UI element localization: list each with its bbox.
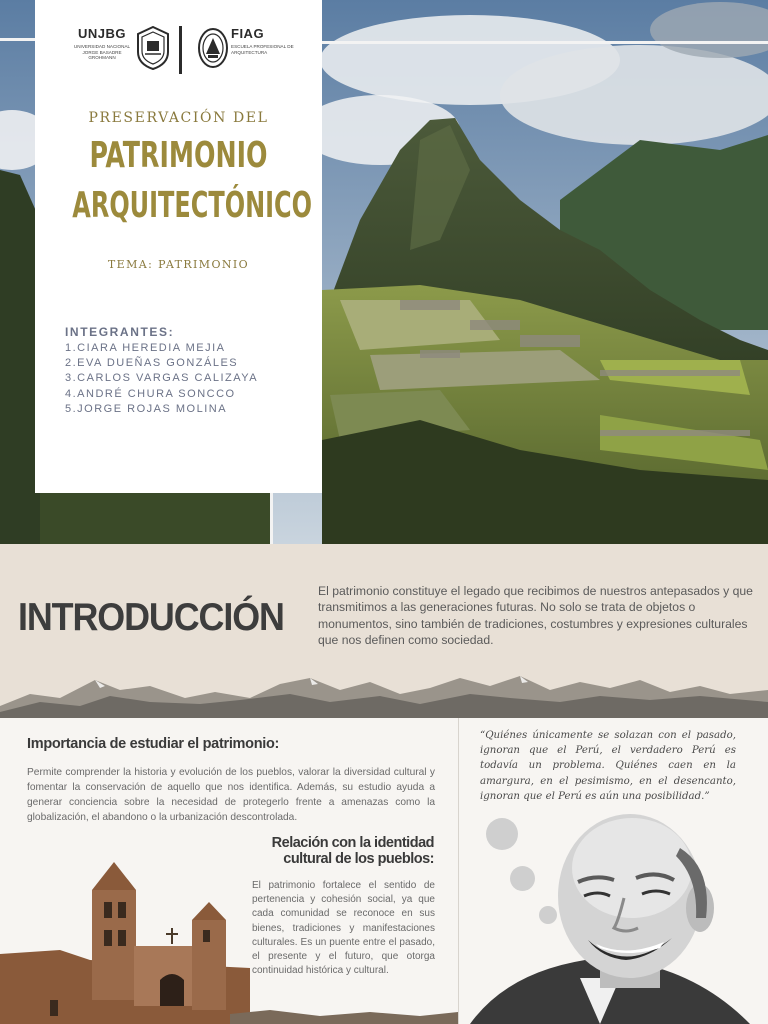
list-item: 5.JORGE ROJAS MOLINA [65, 402, 228, 415]
importancia-heading: Importancia de estudiar el patrimonio: [27, 736, 280, 752]
intro-heading: INTRODUCCIÓN [18, 596, 284, 639]
colonial-church-photo [0, 850, 250, 1024]
unjbg-seal-icon [136, 26, 170, 70]
title-card [35, 0, 322, 493]
unjbg-sub-line-2: JORGE BASADRE [82, 49, 122, 55]
fiag-seal-icon [196, 26, 230, 70]
tema-label: TEMA: PATRIMONIO [107, 258, 250, 271]
unjbg-abbr: UNJBG [77, 26, 126, 41]
relacion-heading-line-2: cultural de los pueblos: [283, 851, 434, 867]
frame-divider-horizontal [320, 41, 768, 44]
quote-text: “Quiénes únicamente se solazan con el pasado, ignoran que el Perú, el verdadero Perú es todavía un problema. Quiénes caen en la amargura, en el pesimismo, en el desencanto, ignoran que el Perú es aún una posibilidad.” [480, 730, 736, 802]
portrait-photo [450, 798, 768, 1024]
unjbg-sub-line-1: UNIVERSIDAD NACIONAL [73, 44, 131, 49]
fiag-sub-line-2: ARQUITECTURA [231, 49, 268, 55]
unjbg-sub-line-3: GROHMANN [88, 55, 116, 61]
pre-title: PRESERVACIÓN DEL [88, 110, 269, 126]
list-item: 2.EVA DUEÑAS GONZÁLES [65, 357, 239, 370]
logos-row [35, 22, 322, 82]
logo-divider [179, 26, 182, 74]
fiag-logo-text [231, 26, 311, 55]
main-title-line-2: ARQUITECTÓNICO [72, 185, 313, 226]
integrantes-list [65, 341, 258, 417]
integrantes-label: INTEGRANTES: [65, 325, 175, 339]
fiag-abbr: FIAG [231, 26, 265, 41]
intro-section [0, 544, 768, 718]
list-item: 4.ANDRÉ CHURA SONCCO [65, 387, 236, 400]
lower-section [0, 718, 768, 1024]
integrantes-block [65, 325, 258, 417]
relacion-text: El patrimonio fortalece el sentido de pertenencia y cohesión social, ya que cada comunidad se reconoce en sus bienes, tradiciones y manifestaciones culturales. Es un puente entre el pasado, el presente y el futuro, que otorga continuidad histórica y cultural. [252, 880, 435, 977]
list-item: 3.CARLOS VARGAS CALIZAYA [65, 372, 259, 385]
relacion-heading [236, 835, 434, 867]
main-title-line-1: PATRIMONIO [89, 135, 268, 176]
list-item: 1.CIARA HEREDIA MEJIA [65, 342, 226, 354]
fiag-sub-line-1: ESCUELA PROFESIONAL DE [231, 44, 294, 49]
relacion-heading-line-1: Relación con la identidad [271, 835, 434, 851]
frame-divider-horizontal-left [0, 38, 36, 41]
mountain-range-illustration [0, 668, 768, 718]
importancia-text: Permite comprender la historia y evolución de los pueblos, valorar la diversidad cultural y fomentar la conservación de aquello que nos identifica. Además, su estudio ayuda a generar conciencia sobre la necesidad de protegerlo frente a amenazas como la globalización, el abandono o la urbanización descontrolada. [27, 767, 435, 823]
intro-text: El patrimonio constituye el legado que recibimos de nuestros antepasados y que transmitimos a las generaciones futuras. No solo se trata de objetos o monumentos, sino también de tradiciones, costumbres y expresiones culturales que nos definen como sociedad. [318, 584, 753, 648]
main-title [35, 131, 322, 231]
unjbg-logo-text [71, 26, 133, 61]
stone-wall-illustration [230, 1004, 458, 1024]
